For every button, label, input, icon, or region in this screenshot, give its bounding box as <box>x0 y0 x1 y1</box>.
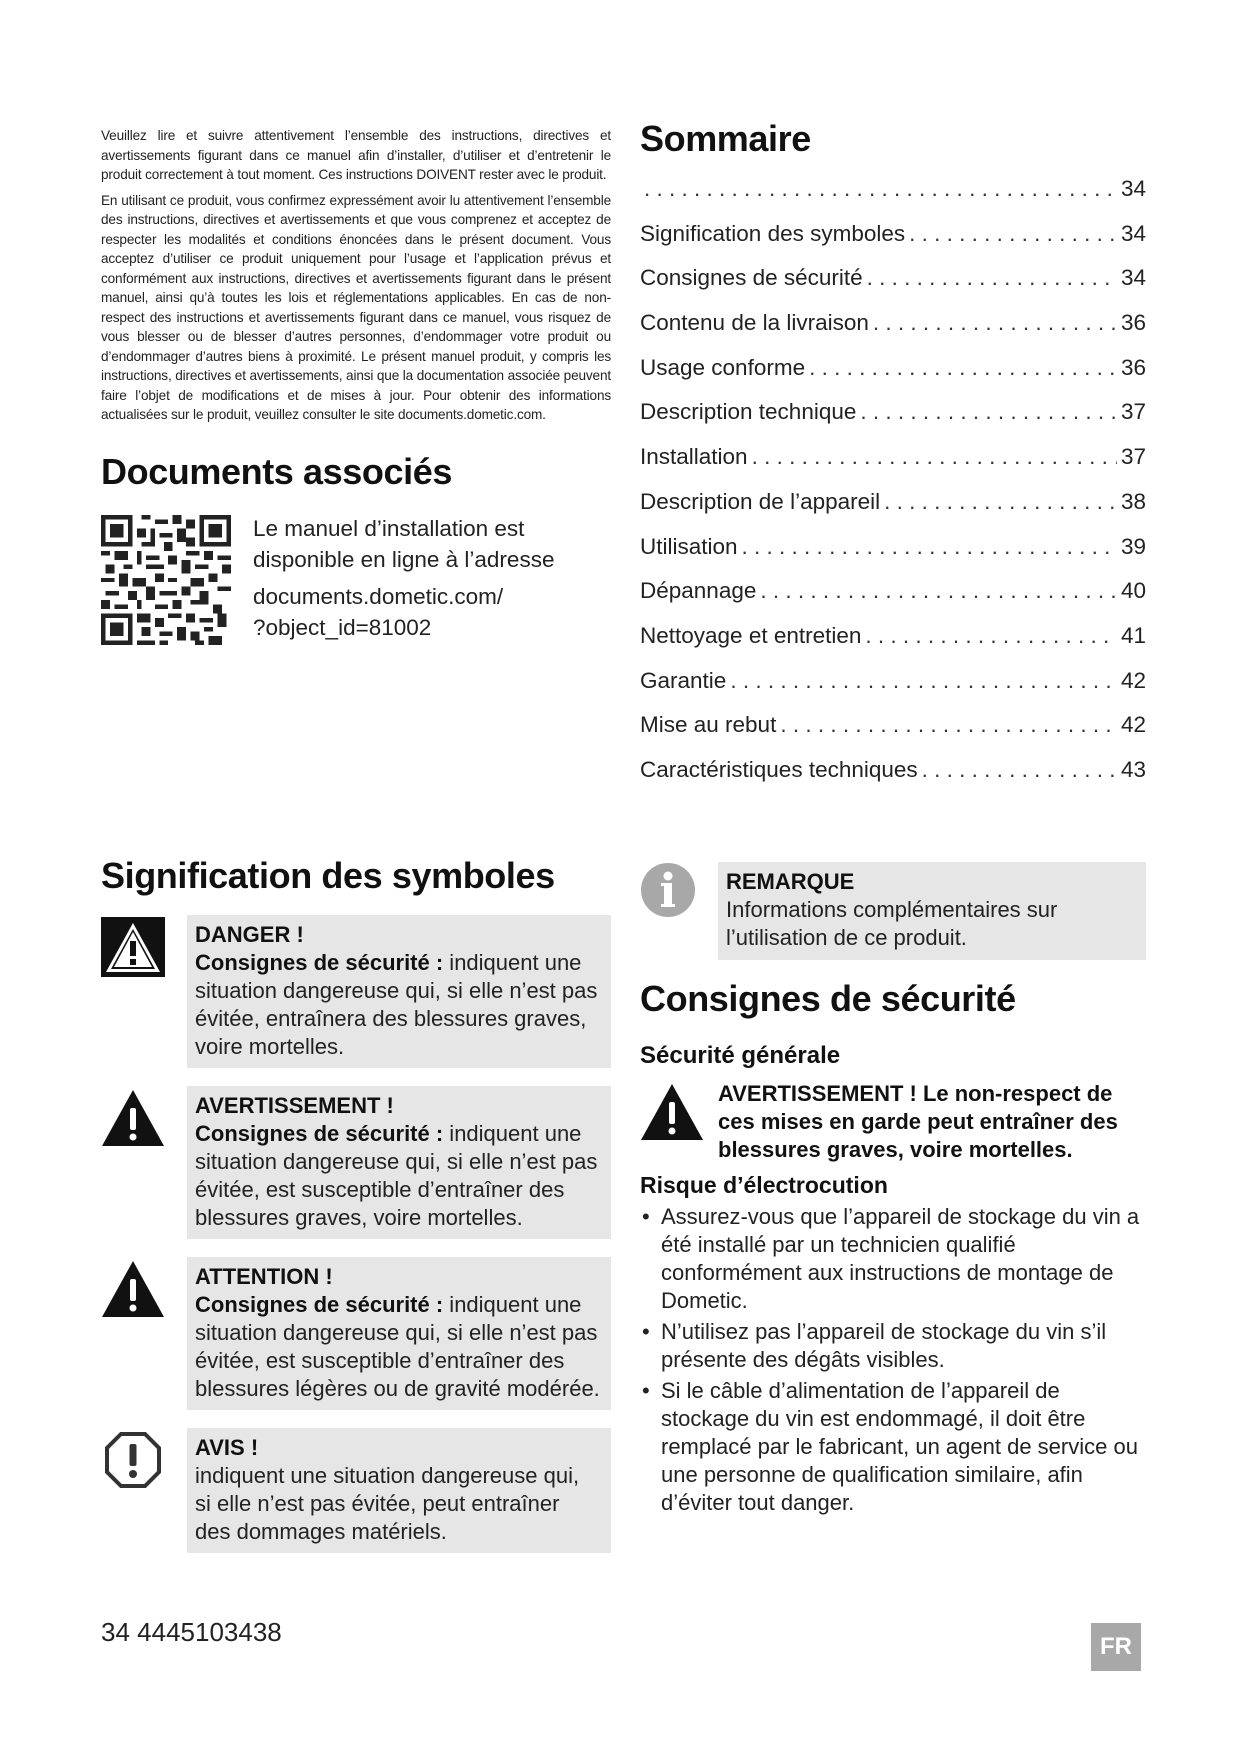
toc-item[interactable] <box>640 399 1146 444</box>
warning-bold: Consignes de sécurité : <box>195 1121 444 1146</box>
toc-leader-dots <box>742 534 1117 560</box>
intro-paragraph-1: Veuillez lire et suivre attentivement l’ensemble des instructions, directives et avertissements figurant dans ce manuel afin d’installer, d’utiliser et d’entretenir le produit correctement à tout moment. Ces instructions DOIVENT rester avec le produit. <box>101 128 611 182</box>
toc-item-page: 41 <box>1120 622 1146 648</box>
toc-item-page: 34 <box>1120 265 1146 291</box>
toc-item-page: 37 <box>1120 444 1146 470</box>
toc-item-title: Description de l’appareil <box>640 488 881 514</box>
toc-leader-dots <box>644 176 1117 202</box>
related-docs-heading: Documents associés <box>101 450 452 492</box>
docs-link-line-1[interactable]: documents.dometic.com/ <box>253 583 504 609</box>
list-item: • Assurez-vous que l’appareil de stockage du vin a été installé par un technicien qualifié conformément aux instructions de montage de Dometic. <box>640 1203 1146 1315</box>
symbols-heading: Signification des symboles <box>101 855 555 896</box>
octagon-exclamation-icon <box>101 1430 165 1490</box>
danger-bold: Consignes de sécurité : <box>195 950 444 975</box>
language-badge: FR <box>1091 1623 1141 1671</box>
toc-item-page: 42 <box>1120 667 1146 693</box>
toc-item-title: Dépannage <box>640 578 757 604</box>
warning-label: AVERTISSEMENT ! <box>195 1093 394 1118</box>
toc-leader-dots <box>884 489 1117 515</box>
table-of-contents <box>640 120 1146 802</box>
toc-leader-dots <box>780 712 1117 738</box>
toc-item-title: Mise au rebut <box>640 712 777 738</box>
toc-item-page: 40 <box>1120 578 1146 604</box>
toc-item-title: Installation <box>640 444 748 470</box>
toc-item-title: Description technique <box>640 399 857 425</box>
danger-label: DANGER ! <box>195 922 304 947</box>
toc-item[interactable] <box>640 757 1146 802</box>
toc-item-title: Nettoyage et entretien <box>640 622 862 648</box>
remark-text: Informations complémentaires sur l’utilisation de ce produit. <box>726 897 1058 950</box>
toc-leader-dots <box>873 310 1117 336</box>
electrocution-list <box>640 1203 1146 1517</box>
notice-box <box>187 1428 611 1553</box>
toc-list <box>640 176 1146 802</box>
danger-box <box>187 915 611 1068</box>
toc-item[interactable] <box>640 310 1146 355</box>
danger-text: indiquent une situation dangereuse qui, si elle n’est pas évitée, entraînera des blessures graves, voire mortelles. <box>195 950 598 1059</box>
toc-item[interactable] <box>640 668 1146 713</box>
toc-item-page: 37 <box>1120 399 1146 425</box>
caution-label: ATTENTION ! <box>195 1264 333 1289</box>
caution-text: indiquent une situation dangereuse qui, si elle n’est pas évitée, est susceptible d’entraîner des blessures légères ou de gravité modérée. <box>195 1292 600 1401</box>
general-warning <box>640 1080 1146 1164</box>
intro-text <box>101 126 611 425</box>
electrocution-heading: Risque d’électrocution <box>640 1172 888 1198</box>
toc-item-title: Garantie <box>640 667 727 693</box>
toc-leader-dots <box>865 623 1117 649</box>
danger-block <box>101 915 611 1068</box>
safety-section <box>640 862 1146 1520</box>
general-safety-heading: Sécurité générale <box>640 1042 841 1069</box>
toc-item-title: Utilisation <box>640 533 738 559</box>
left-column-top <box>101 126 611 645</box>
toc-leader-dots <box>809 355 1117 381</box>
toc-leader-dots <box>922 757 1117 783</box>
warning-triangle-outline-icon <box>101 917 165 977</box>
intro-paragraph-2: En utilisant ce produit, vous confirmez expressément avoir lu attentivement l’ensemble des instructions, directives et avertissements et que vous comprenez et acceptez de respecter les modalités et conditions énoncées dans le présent document. Vous acceptez d’utiliser ce produit uniquement pour l’usage et l’application prévus et conformément aux instructions, directives et avertissements figurant dans le présent manuel, ainsi qu’à toutes les lois et réglementations applicables. En cas de non-respect des instructions et avertissements figurant dans ce manuel, vous risquez de vous blesser ou de blesser d’autres personnes, d’endommager votre produit ou d’endommager d’autres biens à proximité. Le présent manuel produit, y compris les instructions, directives et avertissements, ainsi que la documentation associée peuvent faire l’objet de modifications et de mises à jour. Pour obtenir des informations actualisées sur le produit, veuillez consulter le site documents.dometic.com. <box>101 192 611 422</box>
toc-item-page: 34 <box>1120 176 1146 201</box>
remark-box <box>718 862 1146 960</box>
toc-item-title: Consignes de sécurité <box>640 265 863 291</box>
toc-item[interactable] <box>640 489 1146 534</box>
toc-item-page: 36 <box>1120 310 1146 336</box>
toc-leader-dots <box>752 444 1117 470</box>
toc-item[interactable] <box>640 534 1146 579</box>
symbols-section <box>101 855 611 1553</box>
toc-leader-dots <box>760 578 1117 604</box>
caution-block <box>101 1257 611 1410</box>
warning-triangle-filled-icon <box>101 1088 165 1148</box>
related-docs <box>101 515 611 645</box>
safety-heading: Consignes de sécurité <box>640 978 1016 1019</box>
notice-text: indiquent une situation dangereuse qui, si elle n’est pas évitée, peut entraîner des dommages matériels. <box>195 1463 580 1544</box>
toc-leader-dots <box>867 265 1117 291</box>
warning-box <box>187 1086 611 1239</box>
toc-heading: Sommaire <box>640 118 811 159</box>
toc-item-title: Signification des symboles <box>640 220 906 246</box>
toc-item-page: 36 <box>1120 354 1146 380</box>
list-item: • N’utilisez pas l’appareil de stockage du vin s’il présente des dégâts visibles. <box>640 1318 1146 1374</box>
caution-triangle-filled-icon <box>101 1259 165 1319</box>
toc-item-title: Caractéristiques techniques <box>640 756 918 782</box>
toc-item[interactable] <box>640 355 1146 400</box>
qr-code-icon[interactable] <box>101 515 231 645</box>
docs-line-1: Le manuel d’installation est <box>253 515 525 541</box>
list-item: • Si le câble d’alimentation de l’appareil de stockage du vin est endommagé, il doit être remplacé par le fabricant, un agent de service ou une personne de qualification similaire, afin d’éviter tout danger. <box>640 1377 1146 1517</box>
warning-text: indiquent une situation dangereuse qui, si elle n’est pas évitée, est susceptible d’entraîner des blessures graves, voire mortelles. <box>195 1121 598 1230</box>
remark-label: REMARQUE <box>726 869 855 894</box>
page-number: 34 4445103438 <box>101 1617 282 1647</box>
remark-block <box>640 862 1146 960</box>
info-circle-icon <box>640 862 696 918</box>
notice-label: AVIS ! <box>195 1435 259 1460</box>
caution-box <box>187 1257 611 1410</box>
toc-item[interactable] <box>640 623 1146 668</box>
docs-line-2: disponible en ligne à l’adresse <box>253 546 555 572</box>
toc-item[interactable] <box>640 444 1146 489</box>
general-warning-text: AVERTISSEMENT ! Le non-respect de ces mises en garde peut entraîner des blessures graves, voire mortelles. <box>718 1081 1118 1162</box>
toc-leader-dots <box>730 668 1117 694</box>
warning-triangle-filled-icon <box>640 1082 704 1142</box>
docs-link-line-2[interactable]: ?object_id=81002 <box>253 614 432 640</box>
toc-item-title: Contenu de la livraison <box>640 310 869 336</box>
toc-item-title: Usage conforme <box>640 354 806 380</box>
toc-item-page: 42 <box>1120 712 1146 738</box>
toc-leader-dots <box>909 221 1117 247</box>
toc-item[interactable] <box>640 578 1146 623</box>
caution-bold: Consignes de sécurité : <box>195 1292 444 1317</box>
toc-item-page: 39 <box>1120 533 1146 559</box>
toc-item[interactable] <box>640 221 1146 266</box>
notice-block <box>101 1428 611 1553</box>
toc-item[interactable] <box>640 265 1146 310</box>
toc-leader-dots <box>860 399 1117 425</box>
toc-item[interactable] <box>640 712 1146 757</box>
toc-item-page: 38 <box>1120 488 1146 514</box>
toc-item-page: 43 <box>1120 756 1146 782</box>
toc-item[interactable] <box>640 176 1146 221</box>
warning-block <box>101 1086 611 1239</box>
toc-item-page: 34 <box>1120 220 1146 246</box>
related-docs-text <box>253 513 554 645</box>
